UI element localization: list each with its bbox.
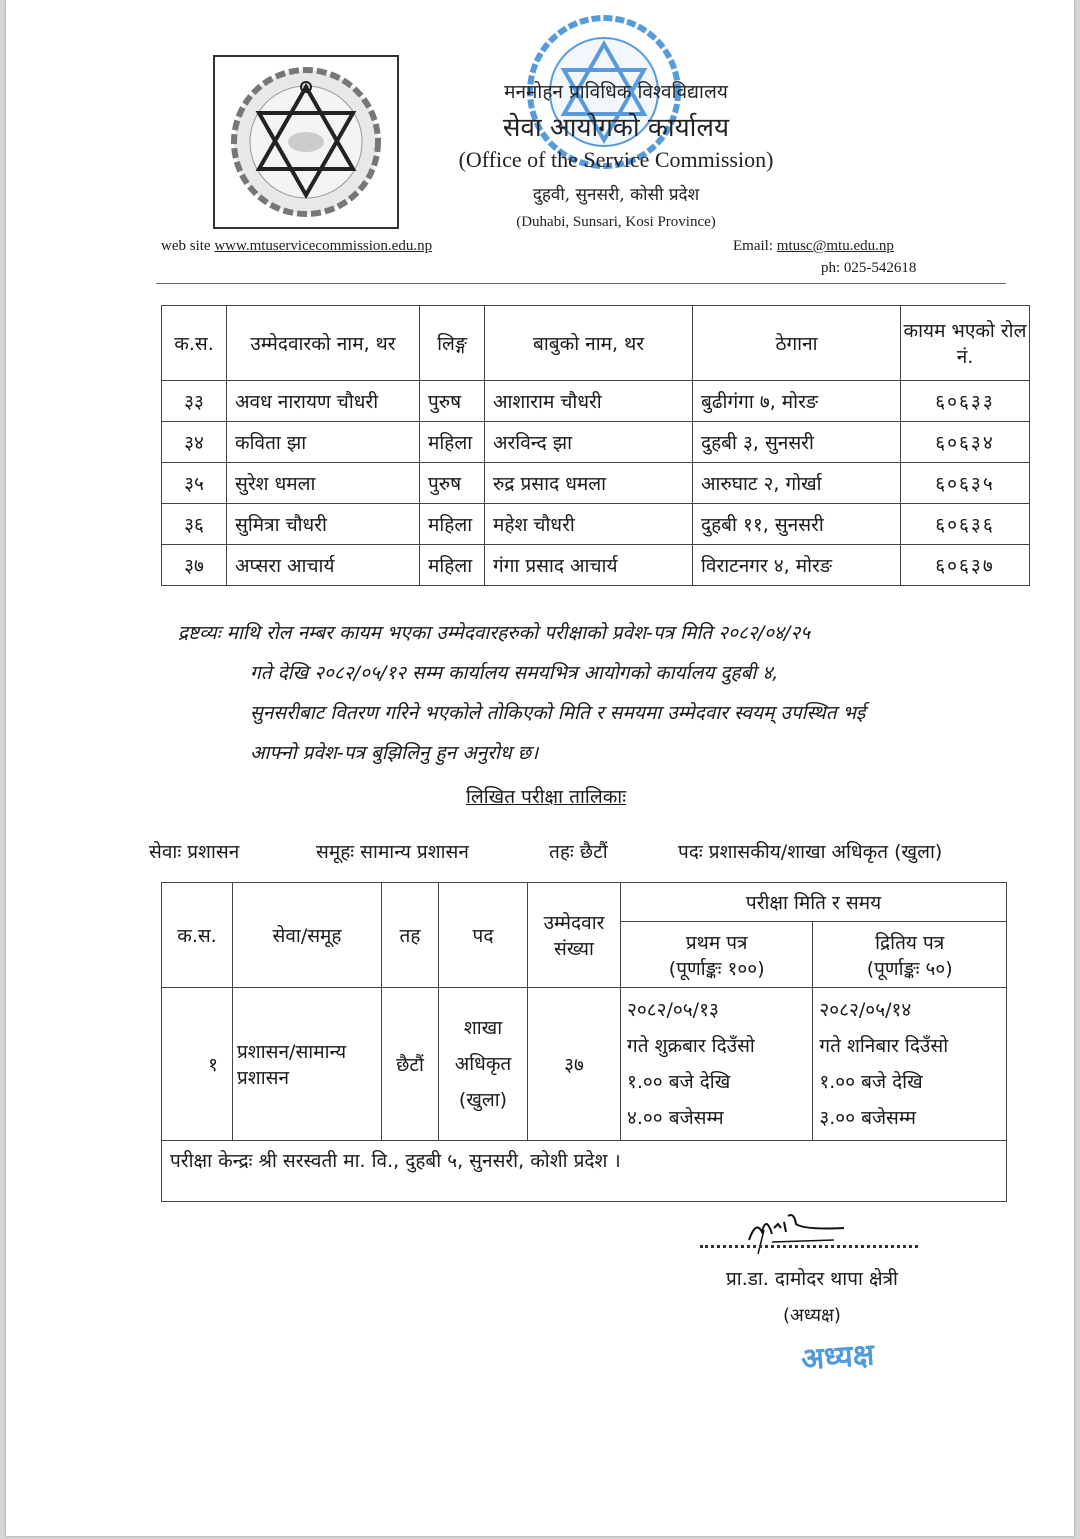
schedule-line: २०८२/०५/१३ [627, 999, 719, 1021]
table-header-row [162, 883, 1007, 922]
meta-group: समूहः सामान्य प्रशासन [316, 841, 469, 863]
exam-center-row [162, 1141, 1007, 1202]
schedule-line: ३.०० बजेसम्म [819, 1107, 916, 1129]
cell-roll: ६०६३५ [901, 463, 1030, 504]
cell-sn: ३३ [162, 381, 227, 422]
cell-father: आशाराम चौधरी [485, 381, 693, 422]
website-label: web site [161, 238, 211, 254]
phone-number: ph: 025-542618 [821, 260, 917, 276]
table-row [162, 381, 1030, 422]
cell-address: आरुघाट २, गोर्खा [693, 463, 901, 504]
document-page [6, 0, 1074, 1536]
cell-gender: महिला [420, 545, 485, 586]
cell-sn: ३४ [162, 422, 227, 463]
header-divider [156, 283, 1006, 284]
col-address: ठेगाना [693, 306, 901, 381]
address-np: दुहवी, सुनसरी, कोसी प्रदेश [532, 185, 700, 205]
schedule-line: गते शनिबार दिउँसो [819, 1035, 949, 1057]
cell-father: अरविन्द झा [485, 422, 693, 463]
signatory-name: प्रा.डा. दामोदर थापा क्षेत्री [726, 1268, 898, 1290]
paper2-label: द्रितिय पत्र [875, 931, 945, 954]
table-row [162, 504, 1030, 545]
cell-name: सुरेश धमला [227, 463, 420, 504]
note-line: द्रष्टव्यः माथि रोल नम्बर कायम भएका उम्मेदवारहरुको परीक्षाको प्रवेश-पत्र मिति २०८२/०४/२५ [178, 622, 811, 644]
cell-name: कविता झा [227, 422, 420, 463]
signatory-title: (अध्यक्ष) [783, 1305, 841, 1326]
table-header-row [162, 306, 1030, 381]
website-line [161, 238, 432, 255]
note-paragraph [178, 613, 1033, 773]
cell-roll: ६०६३७ [901, 545, 1030, 586]
col-paper2 [813, 922, 1007, 988]
cell-sn: ३५ [162, 463, 227, 504]
office-name-en: (Office of the Service Commission) [458, 147, 774, 172]
table-row [162, 545, 1030, 586]
meta-level: तहः छैटौं [549, 841, 608, 863]
university-logo [213, 55, 399, 229]
col-post: पद [439, 883, 528, 988]
cell-service-group: प्रशासन/सामान्य प्रशासन [233, 988, 382, 1141]
cell-name: अप्सरा आचार्य [227, 545, 420, 586]
cell-father: रुद्र प्रसाद धमला [485, 463, 693, 504]
schedule-line: २०८२/०५/१४ [819, 999, 912, 1021]
university-name: मनमोहन प्राविधिक विश्वविद्यालय [504, 81, 728, 103]
signature-line [700, 1245, 918, 1248]
col-name: उम्मेदवारको नाम, थर [227, 306, 420, 381]
col-gender: लिङ्ग [420, 306, 485, 381]
meta-post: पदः प्रशासकीय/शाखा अधिकृत (खुला) [678, 841, 943, 863]
email-link[interactable]: mtusc@mtu.edu.np [776, 238, 894, 254]
note-line: आफ्नो प्रवेश-पत्र बुझिलिनु हुन अनुरोध छ। [250, 742, 539, 764]
cell-sn: १ [162, 988, 233, 1141]
address-en: (Duhabi, Sunsari, Kosi Province) [516, 214, 716, 230]
cell-sn: ३६ [162, 504, 227, 545]
cell-count: ३७ [528, 988, 621, 1141]
paper1-marks: (पूर्णाङ्कः १००) [668, 957, 765, 980]
col-sn: क.स. [162, 883, 233, 988]
cell-father: महेश चौधरी [485, 504, 693, 545]
cell-address: दुहबी ११, सुनसरी [693, 504, 901, 545]
col-count: उम्मेदवार संख्या [528, 883, 621, 988]
col-paper1 [621, 922, 813, 988]
schedule-line: ४.०० बजेसम्म [627, 1107, 724, 1129]
table-row [162, 988, 1007, 1141]
cell-roll: ६०६३६ [901, 504, 1030, 545]
schedule-line: गते शुक्रबार दिउँसो [627, 1035, 755, 1057]
cell-address: विराटनगर ४, मोरङ [693, 545, 901, 586]
col-father: बाबुको नाम, थर [485, 306, 693, 381]
schedule-table [161, 882, 1007, 1202]
mtu-emblem-icon [215, 57, 397, 227]
website-link[interactable]: www.mtuservicecommission.edu.np [214, 238, 433, 254]
cell-address: बुढीगंगा ७, मोरङ [693, 381, 901, 422]
cell-father: गंगा प्रसाद आचार्य [485, 545, 693, 586]
cell-gender: पुरुष [420, 463, 485, 504]
signature-icon [744, 1210, 854, 1255]
col-service-group: सेवा/समूह [233, 883, 382, 988]
col-level: तह [382, 883, 439, 988]
schedule-line: १.०० बजे देखि [819, 1071, 923, 1093]
meta-service: सेवाः प्रशासन [149, 841, 240, 863]
cell-name: सुमित्रा चौधरी [227, 504, 420, 545]
paper2-marks: (पूर्णाङ्कः ५०) [866, 957, 953, 980]
paper1-label: प्रथम पत्र [685, 931, 748, 954]
col-sn: क.स. [162, 306, 227, 381]
table-row [162, 463, 1030, 504]
note-line: सुनसरीबाट वितरण गरिने भएकोले तोकिएको मिति र समयमा उम्मेदवार स्वयम् उपस्थित भई [250, 702, 866, 724]
col-roll: कायम भएको रोल नं. [901, 306, 1030, 381]
cell-level: छैटौं [382, 988, 439, 1141]
cell-address: दुहबी ३, सुनसरी [693, 422, 901, 463]
exam-center: परीक्षा केन्द्रः श्री सरस्वती मा. वि., दुहबी ५, सुनसरी, कोशी प्रदेश । [162, 1141, 1007, 1202]
note-line: गते देखि २०८२/०५/१२ सम्म कार्यालय समयभित्र आयोगको कार्यालय दुहबी ४, [250, 662, 779, 684]
cell-paper1-schedule [621, 988, 813, 1141]
candidates-table [161, 305, 1030, 586]
office-name-np: सेवा आयोगको कार्यालय [502, 113, 730, 143]
schedule-line: १.०० बजे देखि [627, 1071, 731, 1093]
schedule-heading: लिखित परीक्षा तालिकाः [465, 786, 627, 808]
cell-sn: ३७ [162, 545, 227, 586]
email-line [733, 238, 894, 255]
chairperson-stamp: अध्यक्ष [800, 1337, 876, 1378]
cell-roll: ६०६३३ [901, 381, 1030, 422]
col-date-time: परीक्षा मिति र समय [621, 883, 1007, 922]
cell-paper2-schedule [813, 988, 1007, 1141]
cell-post: शाखा अधिकृत (खुला) [439, 988, 528, 1141]
cell-gender: पुरुष [420, 381, 485, 422]
cell-gender: महिला [420, 504, 485, 545]
cell-roll: ६०६३४ [901, 422, 1030, 463]
cell-name: अवध नारायण चौधरी [227, 381, 420, 422]
table-row [162, 422, 1030, 463]
cell-gender: महिला [420, 422, 485, 463]
email-label: Email: [733, 238, 773, 254]
